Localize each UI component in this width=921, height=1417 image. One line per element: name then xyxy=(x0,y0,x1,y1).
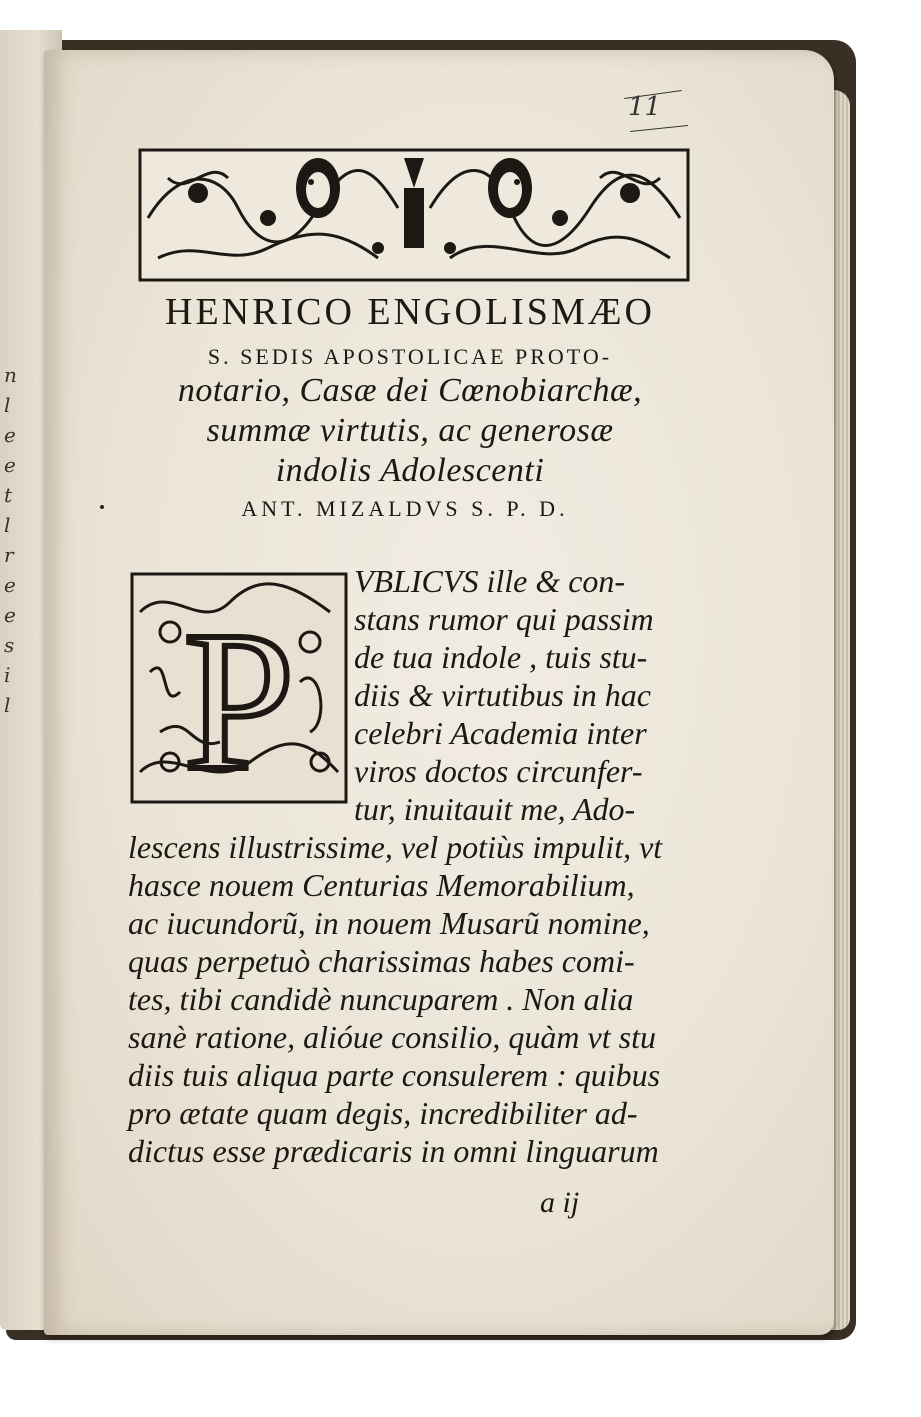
left-mark: e xyxy=(4,573,16,597)
dedication-line: summæ virtutis, ac generosæ xyxy=(206,412,614,449)
body-line: tur, inuitauit me, Ado- xyxy=(354,791,636,827)
initial-letter: P xyxy=(183,591,295,804)
dedication-line: notario, Casæ dei Cœnobiarchæ, xyxy=(177,372,643,409)
body-line: celebri Academia inter xyxy=(354,715,647,751)
ink-dot xyxy=(100,505,104,509)
body-line: stans rumor qui passim xyxy=(354,601,654,637)
left-mark: n xyxy=(4,363,17,387)
left-mark: s xyxy=(4,633,15,657)
decorated-initial xyxy=(130,572,348,804)
body-line: de tua indole , tuis stu- xyxy=(354,639,648,675)
shelfmark: 11 xyxy=(628,92,662,122)
body-line: dictus esse prædicaris in omni linguarum xyxy=(128,1133,659,1169)
body-line: sanè ratione, alióue consilio, quàm vt stu xyxy=(128,1019,656,1055)
body-line: ac iucundorũ, in nouem Musarũ nomine, xyxy=(128,905,650,941)
left-mark: l xyxy=(4,693,11,717)
signature-mark: a ij xyxy=(540,1186,580,1219)
body-line: lescens illustrissime, vel potiùs impulit, vt xyxy=(128,829,663,865)
left-mark: l xyxy=(4,513,11,537)
body-line: VBLICVS ille & con- xyxy=(354,563,626,599)
dedication-name: HENRICO ENGOLISMÆO xyxy=(165,291,655,333)
dedication-title: S. SEDIS APOSTOLICAE PROTO- xyxy=(207,344,613,369)
left-mark: e xyxy=(4,423,16,447)
body-line: viros doctos circunfer- xyxy=(354,753,643,789)
left-mark: l xyxy=(4,393,11,417)
body-line: pro ætate quam degis, incredibiliter ad- xyxy=(128,1095,638,1131)
woodcut-headpiece xyxy=(138,148,690,282)
left-page-text xyxy=(4,360,40,720)
left-mark: r xyxy=(4,543,14,567)
body-line: diis & virtutibus in hac xyxy=(354,677,651,713)
left-mark: t xyxy=(4,483,13,507)
left-mark: i xyxy=(4,663,11,687)
author-salutation: ANT. MIZALDVS S. P. D. xyxy=(241,496,569,521)
body-line: quas perpetuò charissimas habes comi- xyxy=(128,943,635,979)
body-line: tes, tibi candidè nuncuparem . Non alia xyxy=(128,981,634,1017)
left-mark: e xyxy=(4,453,16,477)
dedication-line: indolis Adolescenti xyxy=(275,452,545,489)
left-mark: e xyxy=(4,603,16,627)
body-line: diis tuis aliqua parte consulerem : quibus xyxy=(128,1057,661,1093)
body-line: hasce nouem Centurias Memorabilium, xyxy=(128,867,635,903)
